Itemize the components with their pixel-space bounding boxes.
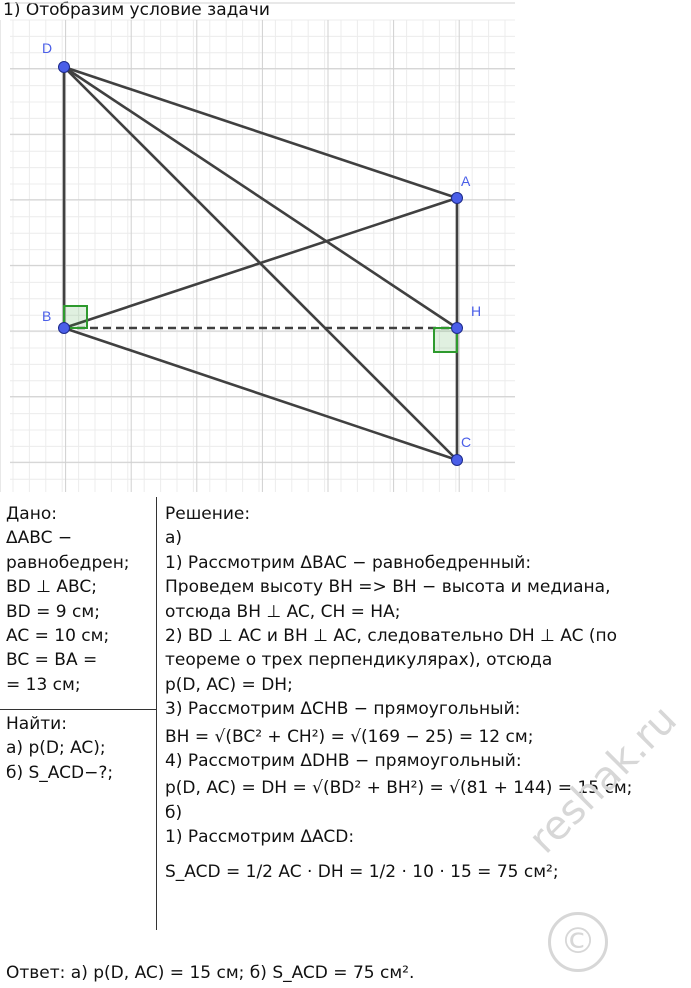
point-A [452,193,463,204]
solution-block [165,502,690,884]
given-line: AC = 10 см; [6,626,110,647]
find-title: Найти: [6,714,67,734]
point-D [59,62,70,73]
segment-BA [64,198,457,328]
point-C [452,455,463,466]
divider-vertical [156,497,157,930]
label-C: C [461,434,472,450]
find-block [6,712,156,785]
divider-horizontal [0,709,156,710]
solution-line: б) [165,802,183,823]
solution-line: отсюда BH ⊥ AC, CH = HA; [165,601,401,622]
solution-line: 3) Рассмотрим ΔCHB − прямоугольный: [165,699,521,720]
solution-line: BH = √(BC² + CH²) = √(169 − 25) = 12 см; [165,726,534,747]
copyright-icon: © [548,912,608,972]
solution-line: теореме о трех перпендикулярах), отсюда [165,650,553,671]
watermark: reshak.ru [520,696,686,863]
heading: 1) Отобразим условие задачи [3,0,270,20]
solution-line: p(D, AC) = DH = √(BD² + BH²) = √(81 + 144) = 15 см; [165,778,633,799]
given-line: ΔABC − [6,528,73,549]
solution-line: 2) BD ⊥ AC и BH ⊥ AC, следовательно DH ⊥ AC (по [165,626,618,647]
solution-line: p(D, AC) = DH; [165,674,293,695]
segment-DH [64,67,457,328]
solution-line: 4) Рассмотрим ΔDHB − прямоугольный: [165,751,522,772]
segment-DA [64,67,457,198]
given-line: = 13 см; [6,674,81,695]
label-A: A [461,173,471,189]
given-line: BD = 9 см; [6,601,100,622]
solution-line: а) [165,528,183,549]
solution-title: Решение: [165,504,251,524]
point-H [452,323,463,334]
label-D: D [42,40,53,56]
point-B [59,323,70,334]
label-H: H [471,303,482,319]
segments [64,67,457,460]
given-block [6,502,156,697]
solution-line: 1) Рассмотрим ΔACD: [165,827,355,848]
label-B: B [42,308,52,324]
given-line: BC = BA = [6,650,98,671]
answer: Ответ: а) p(D, AC) = 15 см; б) S_ACD = 75 см². [6,963,415,983]
solution-line: S_ACD = 1/2 AC · DH = 1/2 · 10 · 15 = 75 см²; [165,861,559,882]
solution-line: 1) Рассмотрим ΔBAC − равнобедренный: [165,552,532,573]
given-title: Дано: [6,504,57,524]
given-line: BD ⊥ ABC; [6,577,97,598]
solution-line: Проведем высоту BH => BH − высота и медиана, [165,577,611,598]
find-line: а) p(D; AC); [6,738,106,759]
given-line: равнобедрен; [6,552,130,573]
find-line: б) S_ACD−?; [6,762,114,783]
